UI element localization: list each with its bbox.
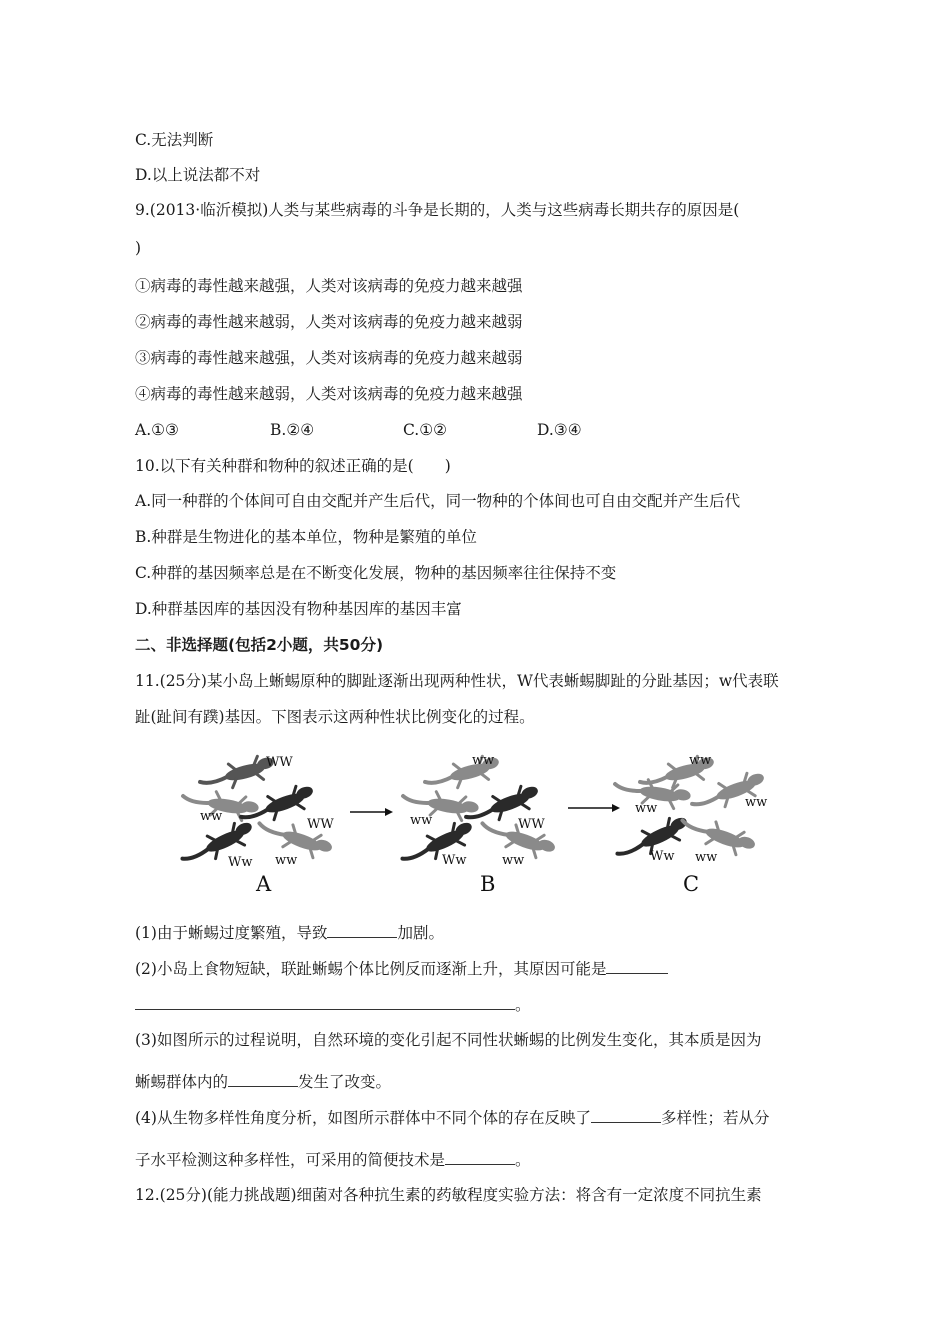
q11-sub3-line1: (3)如图所示的过程说明，自然环境的变化引起不同性状蜥蜴的比例发生变化，其本质是因为 bbox=[135, 1031, 762, 1049]
answer-blank[interactable] bbox=[445, 1149, 515, 1165]
q10-option-c: C.种群的基因频率总是在不断变化发展，物种的基因频率往往保持不变 bbox=[135, 564, 617, 582]
q11-sub2-line2 bbox=[135, 994, 531, 1015]
section-heading: 二、非选择题(包括2小题，共50分) bbox=[135, 636, 384, 654]
q11-sub4-text-2: 子水平检测这种多样性，可采用的简便技术是 bbox=[135, 1151, 446, 1169]
q11-sub1-text-end: 加剧。 bbox=[397, 924, 444, 942]
q10-option-b: B.种群是生物进化的基本单位，物种是繁殖的单位 bbox=[135, 528, 477, 546]
arrow-icon bbox=[350, 808, 393, 816]
answer-blank[interactable] bbox=[228, 1071, 298, 1087]
genotype-label: ww bbox=[472, 753, 495, 768]
genotype-label: ww bbox=[410, 813, 433, 828]
answer-blank[interactable] bbox=[135, 994, 515, 1010]
genotype-label: Ww bbox=[442, 853, 467, 868]
q11-sub3-text: 蜥蜴群体内的 bbox=[135, 1073, 229, 1091]
q11-stem-line2: 趾(趾间有蹼)基因。下图表示这两种性状比例变化的过程。 bbox=[135, 708, 535, 726]
q11-sub3-line2 bbox=[135, 1071, 391, 1092]
genotype-label: ww bbox=[635, 801, 658, 816]
q11-sub3-text-end: 发生了改变。 bbox=[298, 1073, 392, 1091]
genotype-label: WW bbox=[307, 817, 334, 832]
q9-option-c: C.①② bbox=[403, 421, 448, 439]
q8-option-d: D.以上说法都不对 bbox=[135, 166, 261, 184]
panel-label: C bbox=[683, 872, 700, 896]
q11-sub2 bbox=[135, 958, 668, 979]
q11-sub4-line1 bbox=[135, 1107, 769, 1128]
lizard-population-figure bbox=[180, 748, 780, 898]
panel-a bbox=[180, 753, 334, 896]
genotype-label: ww bbox=[745, 795, 768, 810]
q10-option-d: D.种群基因库的基因没有物种基因库的基因丰富 bbox=[135, 600, 462, 618]
q11-stem-line1: 11.(25分)某小岛上蜥蜴原种的脚趾逐渐出现两种性状，W代表蜥蜴脚趾的分趾基因；w代表联 bbox=[135, 672, 779, 690]
genotype-label: ww bbox=[275, 853, 298, 868]
arrow-icon bbox=[568, 804, 620, 812]
q10-stem: 10.以下有关种群和物种的叙述正确的是( ) bbox=[135, 457, 451, 475]
q9-stem-close: ) bbox=[135, 239, 142, 257]
q9-item-4: ④病毒的毒性越来越弱，人类对该病毒的免疫力越来越强 bbox=[135, 385, 523, 403]
q11-sub4-line2 bbox=[135, 1149, 531, 1170]
q8-option-c: C.无法判断 bbox=[135, 131, 214, 149]
q9-stem: 9.(2013·临沂模拟)人类与某些病毒的斗争是长期的，人类与这些病毒长期共存的原因是( bbox=[135, 201, 740, 219]
panel-label: A bbox=[256, 872, 272, 896]
q12-stem-line1: 12.(25分)(能力挑战题)细菌对各种抗生素的药敏程度实验方法：将含有一定浓度不同抗生素 bbox=[135, 1186, 762, 1204]
q11-sub2-end: 。 bbox=[515, 996, 531, 1014]
genotype-label: Ww bbox=[650, 849, 675, 864]
panel-label: B bbox=[480, 872, 496, 896]
q10-option-a: A.同一种群的个体间可自由交配并产生后代，同一物种的个体间也可自由交配并产生后代 bbox=[135, 492, 741, 510]
genotype-label: ww bbox=[502, 853, 525, 868]
genotype-label: ww bbox=[695, 850, 718, 865]
q11-sub1-text: (1)由于蜥蜴过度繁殖，导致 bbox=[135, 924, 328, 942]
genotype-label: WW bbox=[266, 755, 293, 770]
panel-b bbox=[398, 753, 557, 896]
q9-option-d: D.③④ bbox=[537, 421, 582, 439]
panel-c bbox=[613, 753, 769, 896]
q9-item-3: ③病毒的毒性越来越强，人类对该病毒的免疫力越来越弱 bbox=[135, 349, 523, 367]
answer-blank[interactable] bbox=[606, 958, 668, 974]
q9-option-a: A.①③ bbox=[135, 421, 179, 439]
genotype-label: ww bbox=[689, 753, 712, 768]
q11-sub2-text: (2)小岛上食物短缺，联趾蜥蜴个体比例反而逐渐上升，其原因可能是 bbox=[135, 960, 607, 978]
genotype-label: ww bbox=[200, 809, 223, 824]
genotype-label: Ww bbox=[228, 855, 253, 870]
q11-sub4-text-end: 。 bbox=[515, 1151, 531, 1169]
lizard-icon bbox=[678, 811, 758, 860]
q11-sub4-text-mid: 多样性；若从分 bbox=[660, 1109, 770, 1127]
answer-blank[interactable] bbox=[327, 922, 397, 938]
answer-blank[interactable] bbox=[591, 1107, 661, 1123]
q9-option-b: B.②④ bbox=[270, 421, 315, 439]
q11-sub4-text: (4)从生物多样性角度分析，如图所示群体中不同个体的存在反映了 bbox=[135, 1109, 591, 1127]
q11-sub1 bbox=[135, 922, 444, 943]
q9-item-1: ①病毒的毒性越来越强，人类对该病毒的免疫力越来越强 bbox=[135, 277, 523, 295]
genotype-label: WW bbox=[518, 817, 545, 832]
q9-item-2: ②病毒的毒性越来越弱，人类对该病毒的免疫力越来越弱 bbox=[135, 313, 523, 331]
